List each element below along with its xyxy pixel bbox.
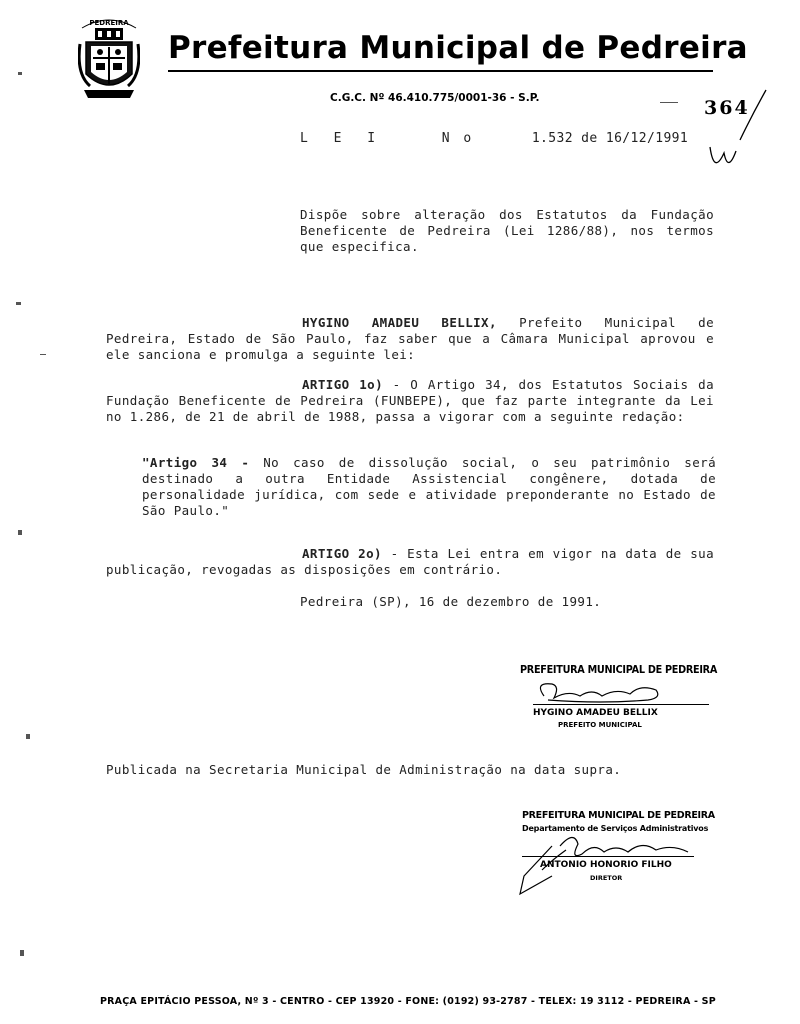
header-rule bbox=[168, 70, 713, 72]
article-2-paragraph bbox=[106, 546, 714, 578]
scan-speck bbox=[18, 530, 22, 535]
scan-speck bbox=[660, 102, 678, 103]
quoted-article-text: No caso de dissolução social, o seu patrimônio será destinado a outra Entidade Assistencial congênere, dotada de personalidade jurídica, com sede e atividade preponderante no Estado de São Paulo." bbox=[142, 455, 716, 518]
place-date: Pedreira (SP), 16 de dezembro de 1991. bbox=[300, 594, 602, 609]
institution-title: Prefeitura Municipal de Pedreira bbox=[168, 30, 748, 66]
scan-speck bbox=[16, 302, 21, 305]
scan-speck bbox=[26, 734, 30, 739]
preamble-paragraph bbox=[106, 315, 714, 363]
rubric-mark bbox=[700, 85, 780, 180]
scan-speck bbox=[20, 950, 24, 956]
municipal-crest-logo bbox=[78, 14, 140, 104]
publication-note: Publicada na Secretaria Municipal de Administração na data supra. bbox=[106, 762, 622, 777]
quoted-article bbox=[142, 455, 716, 519]
article-2-text: - Esta Lei entra em vigor na data de sua publicação, revogadas as disposições em contrário. bbox=[106, 546, 714, 577]
director-signature-line bbox=[522, 856, 694, 857]
footer-address: PRAÇA EPITÁCIO PESSOA, Nº 3 - CENTRO - CEP 13920 - FONE: (0192) 93-2787 - TELEX: 19 3112 - PEDREIRA - SP bbox=[100, 996, 716, 1007]
director-stamp-department: Departamento de Serviços Administrativos bbox=[522, 824, 709, 833]
mayor-signature-role: PREFEITO MUNICIPAL bbox=[558, 721, 642, 729]
director-signature-name: ANTONIO HONORIO FILHO bbox=[540, 860, 672, 870]
law-number-date: 1.532 de 16/12/1991 bbox=[531, 131, 689, 146]
scan-speck bbox=[18, 72, 22, 75]
mayor-stamp-institution: PREFEITURA MUNICIPAL DE PEDREIRA bbox=[520, 664, 718, 676]
cgc-number: C.G.C. Nº 46.410.775/0001-36 - S.P. bbox=[330, 92, 540, 104]
article-1-paragraph bbox=[106, 377, 714, 425]
mayor-name: HYGINO AMADEU BELLIX, bbox=[302, 315, 497, 330]
mayor-signature-line bbox=[533, 704, 709, 705]
article-2-label: ARTIGO 2o) bbox=[302, 546, 382, 561]
article-1-label: ARTIGO 1o) bbox=[302, 377, 384, 392]
crest-label-text: PEDREIRA bbox=[89, 19, 129, 27]
quoted-article-label: "Artigo 34 - bbox=[142, 455, 250, 470]
mayor-signature-name: HYGINO AMADEU BELLIX bbox=[533, 708, 658, 718]
page-number: 364 bbox=[704, 97, 750, 119]
law-number-label: N o bbox=[441, 131, 475, 146]
law-heading bbox=[300, 131, 688, 146]
law-summary: Dispõe sobre alteração dos Estatutos da Fundação Beneficente de Pedreira (Lei 1286/88), nos termos que especifica. bbox=[300, 207, 714, 254]
law-type: L E I bbox=[300, 131, 385, 146]
preamble-text: Prefeito Municipal de Pedreira, Estado de São Paulo, faz saber que a Câmara Municipal aprovou e ele sanciona e promulga a seguinte lei: bbox=[106, 315, 714, 362]
director-stamp-institution: PREFEITURA MUNICIPAL DE PEDREIRA bbox=[522, 810, 715, 821]
director-signature-role: DIRETOR bbox=[590, 874, 623, 882]
article-1-text: - O Artigo 34, dos Estatutos Sociais da Fundação Beneficente de Pedreira (FUNBEPE), que faz parte integrante da Lei no 1.286, de 21 de abril de 1988, passa a vigorar com a seguinte redação: bbox=[106, 377, 714, 424]
scan-speck bbox=[40, 354, 46, 355]
